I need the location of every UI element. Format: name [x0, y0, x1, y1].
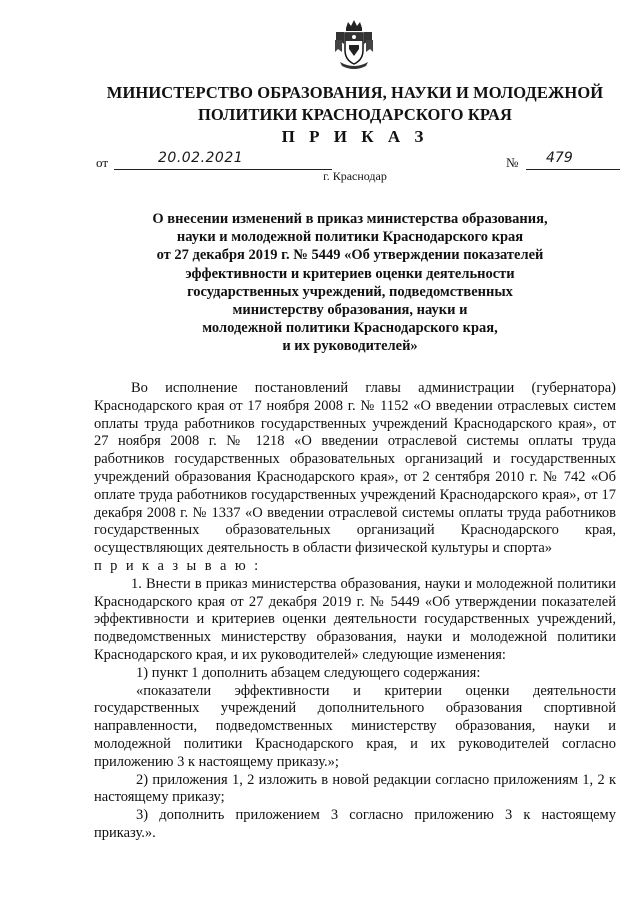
ministry-name	[60, 82, 640, 126]
date-prefix: от	[96, 155, 109, 170]
sub-item-2: 2) приложения 1, 2 изложить в новой редакции согласно приложениям 1, 2 к настоящему приказу;	[94, 771, 616, 806]
order-body	[94, 380, 616, 843]
subject-line: эффективности и критериев оценки деятельности	[185, 265, 515, 282]
city-name: г. Краснодар	[323, 169, 387, 183]
sub-item-1: 1) пункт 1 дополнить абзацем следующего содержания:	[136, 664, 481, 681]
ministry-name-line2: ПОЛИТИКИ КРАСНОДАРСКОГО КРАЯ	[198, 105, 512, 124]
subject-line: и их руководителей»	[282, 338, 418, 355]
subject-line: молодежной политики Краснодарского края,	[202, 320, 498, 337]
number-field	[526, 149, 620, 170]
subject-line: государственных учреждений, подведомственных	[187, 283, 513, 300]
preamble-paragraph: Во исполнение постановлений главы администрации (губернатора) Краснодарского края от 17 ноября 2008 г. № 1152 «О введении отраслевых систем оплаты труда работников государственных учреждений Краснодарского края», от 27 ноября 2008 г. № 1218 «О введении отраслевой системы оплаты труда работников государственных образовательных организаций и государственных учреждений образования Краснодарского края», от 2 сентября 2010 г. № 742 «Об оплате труда работников государственных учреждений Краснодарского края», от 17 декабря 2008 г. № 1337 «О введении отраслевой системы оплаты труда работников государственных образовательных организаций Краснодарского края, осуществляющих деятельность в области физической культуры и спорта»	[94, 380, 616, 557]
ministry-name-line1: МИНИСТЕРСТВО ОБРАЗОВАНИЯ, НАУКИ И МОЛОДЕЖНОЙ	[106, 83, 604, 102]
order-title: П Р И К А З	[281, 127, 429, 146]
subject-line: науки и молодежной политики Краснодарского края	[176, 229, 524, 246]
coat-of-arms-emblem	[332, 18, 376, 70]
date-value: 20.02.2021	[158, 150, 244, 166]
sub-item-1-quote: «показатели эффективности и критерии оценки деятельности государственных учреждений дополнительного образования спортивной направленности, подведомственных министерству образования, науки и молодежной политики Краснодарского края, и их руководителей согласно приложению 3 к настоящему приказу.»;	[94, 682, 616, 770]
subject-line: от 27 декабря 2019 г. № 5449 «Об утверждении показателей	[156, 247, 544, 264]
number-prefix: №	[506, 155, 519, 170]
number-value: 479	[546, 150, 573, 166]
order-subject	[110, 210, 590, 356]
subject-line: О внесении изменений в приказ министерства образования,	[152, 211, 548, 227]
order-verb: п р и к а з ы в а ю :	[94, 557, 261, 574]
subject-line: министерству образования, науки и	[232, 302, 468, 319]
sub-item-3: 3) дополнить приложением 3 согласно приложению 3 к настоящему приказу.».	[94, 807, 616, 841]
date-field	[114, 149, 332, 170]
item-1-paragraph: 1. Внести в приказ министерства образования, науки и молодежной политики Краснодарского края от 27 декабря 2019 г. № 5449 «Об утверждении показателей эффективности и критериев оценки деятельности государственных учреждений, подведомственных министерству образования, науки и молодежной политики Краснодарского края, и их руководителей» следующие изменения:	[94, 575, 616, 663]
